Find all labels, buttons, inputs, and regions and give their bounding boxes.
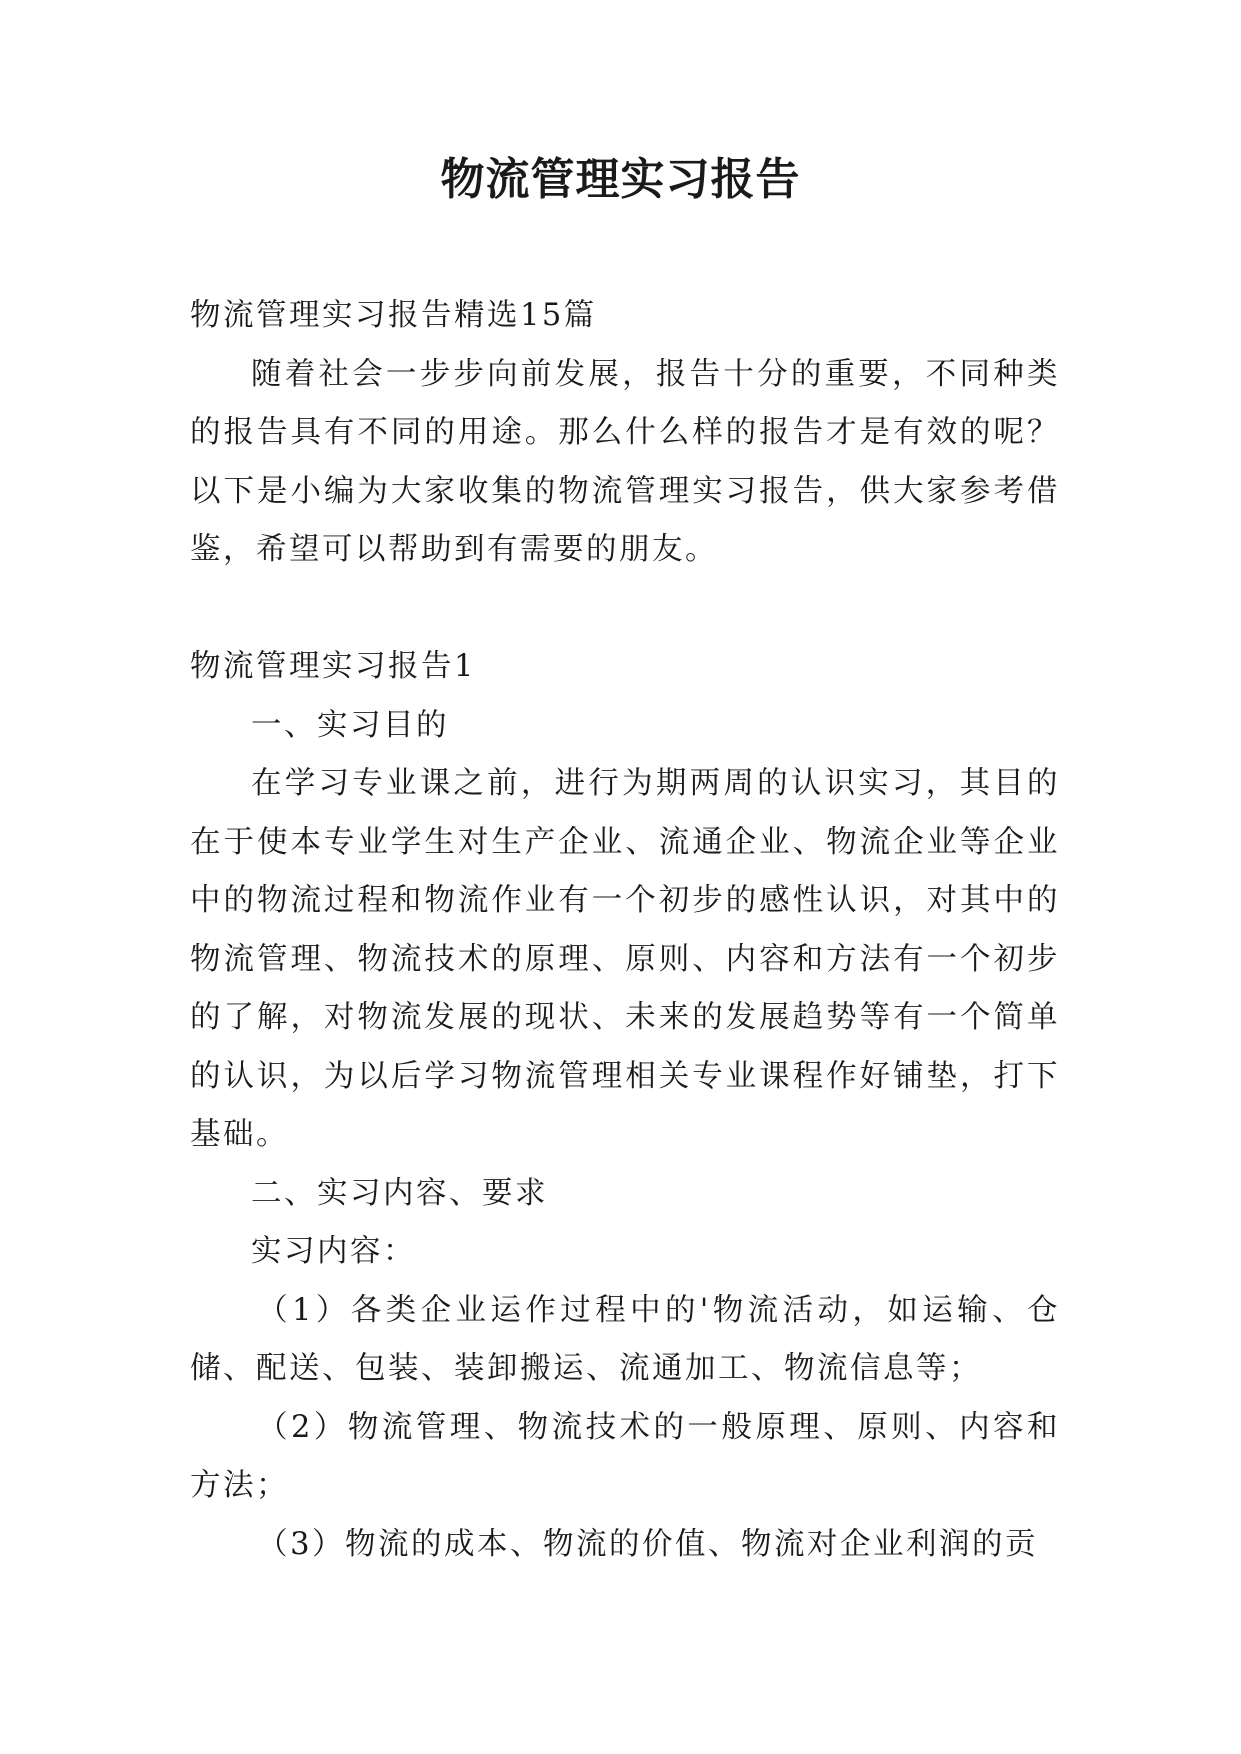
content-label: 实习内容： [251,1234,416,1269]
heading-purpose: 一、实习目的 [251,707,449,743]
list-item: （2）物流管理、物流技术的一般原理、原则、内容和方法； [190,1409,1060,1503]
section-title: 物流管理实习报告1 [190,649,476,684]
list-item: （1）各类企业运作过程中的'物流活动，如运输、仓储、配送、包装、装卸搬运、流通加工、物流信息等； [190,1292,1060,1386]
purpose-paragraph: 在学习专业课之前，进行为期两周的认识实习，其目的在于使本专业学生对生产企业、流通企业、物流企业等企业中的物流过程和物流作业有一个初步的感性认识，对其中的物流管理、物流技术的原理、原则、内容和方法有一个初步的了解，对物流发展的现状、未来的发展趋势等有一个简单的认识，为以后学习物流管理相关专业课程作好铺垫，打下基础。 [190,766,1060,1152]
list-item: （3）物流的成本、物流的价值、物流对企业利润的贡 [257,1526,1038,1562]
document-subtitle: 物流管理实习报告精选15篇 [190,298,597,333]
document-title: 物流管理实习报告 [440,154,801,205]
intro-paragraph: 随着社会一步步向前发展，报告十分的重要，不同种类的报告具有不同的用途。那么什么样的报告才是有效的呢？以下是小编为大家收集的物流管理实习报告，供大家参考借鉴，希望可以帮助到有需要的朋友。 [190,356,1060,567]
paragraph-spacer [190,580,1060,639]
heading-content-requirements: 二、实习内容、要求 [251,1175,548,1211]
document-body [190,287,1060,1574]
